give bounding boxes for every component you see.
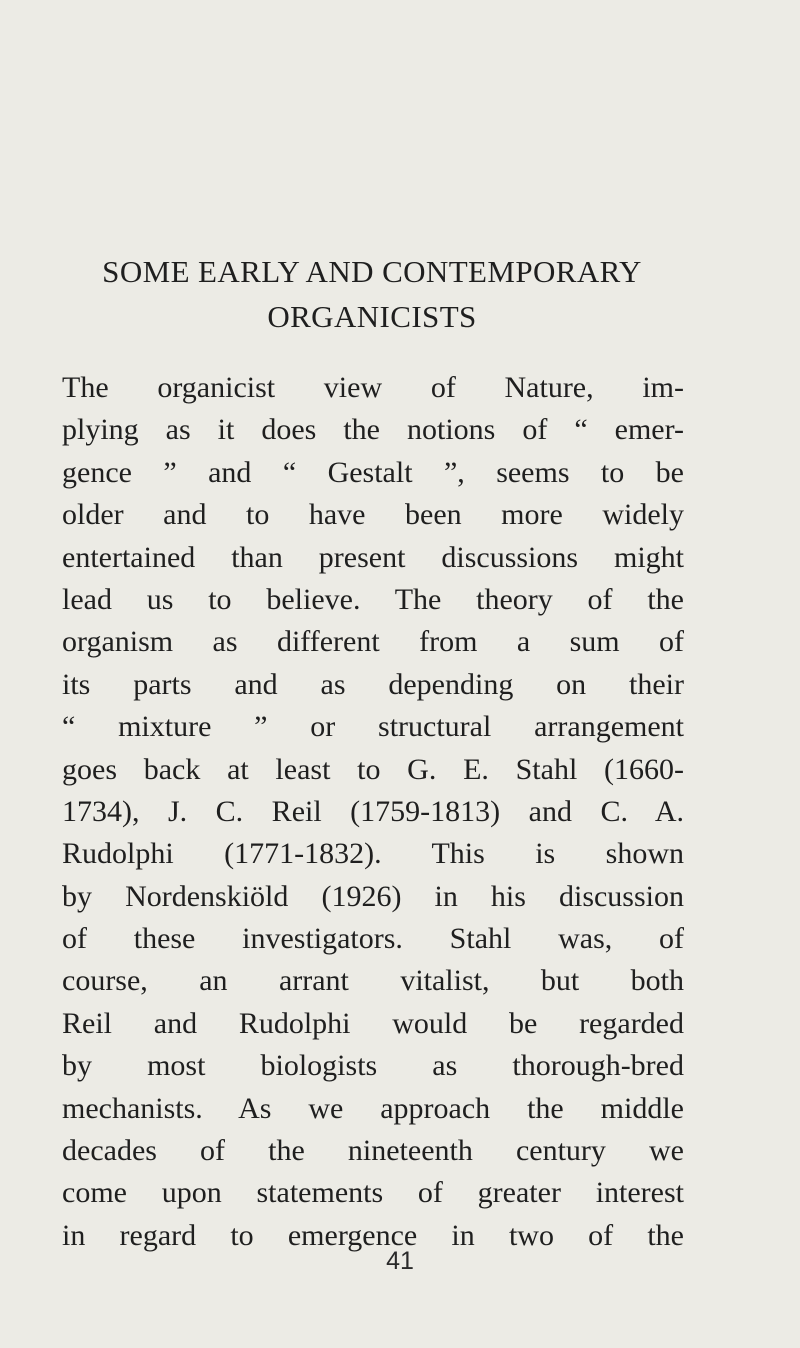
text-line: Reil and Rudolphi would be regarded — [62, 1006, 684, 1040]
chapter-title-line-2: ORGANICISTS — [267, 299, 477, 334]
text-line: “ mixture ” or structural arrangement — [62, 710, 684, 744]
text-line: entertained than present discussions might — [62, 540, 684, 574]
text-line: by most biologists as thorough-bred — [62, 1049, 684, 1083]
text-line: in regard to emergence in two of the — [62, 1218, 684, 1252]
text-line: Rudolphi (1771-1832). This is shown — [62, 837, 684, 871]
text-line: mechanists. As we approach the middle — [62, 1091, 684, 1125]
text-line: its parts and as depending on their — [62, 667, 684, 701]
text-line: lead us to believe. The theory of the — [62, 582, 684, 616]
text-line: goes back at least to G. E. Stahl (1660- — [62, 752, 684, 786]
text-line: gence ” and “ Gestalt ”, seems to be — [62, 455, 684, 489]
text-line: 1734), J. C. Reil (1759-1813) and C. A. — [62, 794, 684, 828]
page-number: 41 — [386, 1247, 414, 1275]
text-line: The organicist view of Nature, im- — [62, 371, 684, 404]
text-line: of these investigators. Stahl was, of — [62, 922, 684, 956]
body-paragraph — [62, 367, 684, 1257]
text-line: by Nordenskiöld (1926) in his discussion — [62, 879, 684, 913]
text-line: plying as it does the notions of “ emer- — [62, 413, 684, 447]
text-line: decades of the nineteenth century we — [62, 1134, 684, 1168]
chapter-title-line-1: SOME EARLY AND CONTEMPORARY — [102, 254, 642, 289]
text-line: come upon statements of greater interest — [62, 1176, 684, 1210]
text-line: course, an arrant vitalist, but both — [62, 964, 684, 998]
text-line: older and to have been more widely — [62, 498, 684, 532]
text-line: organism as different from a sum of — [62, 625, 684, 659]
